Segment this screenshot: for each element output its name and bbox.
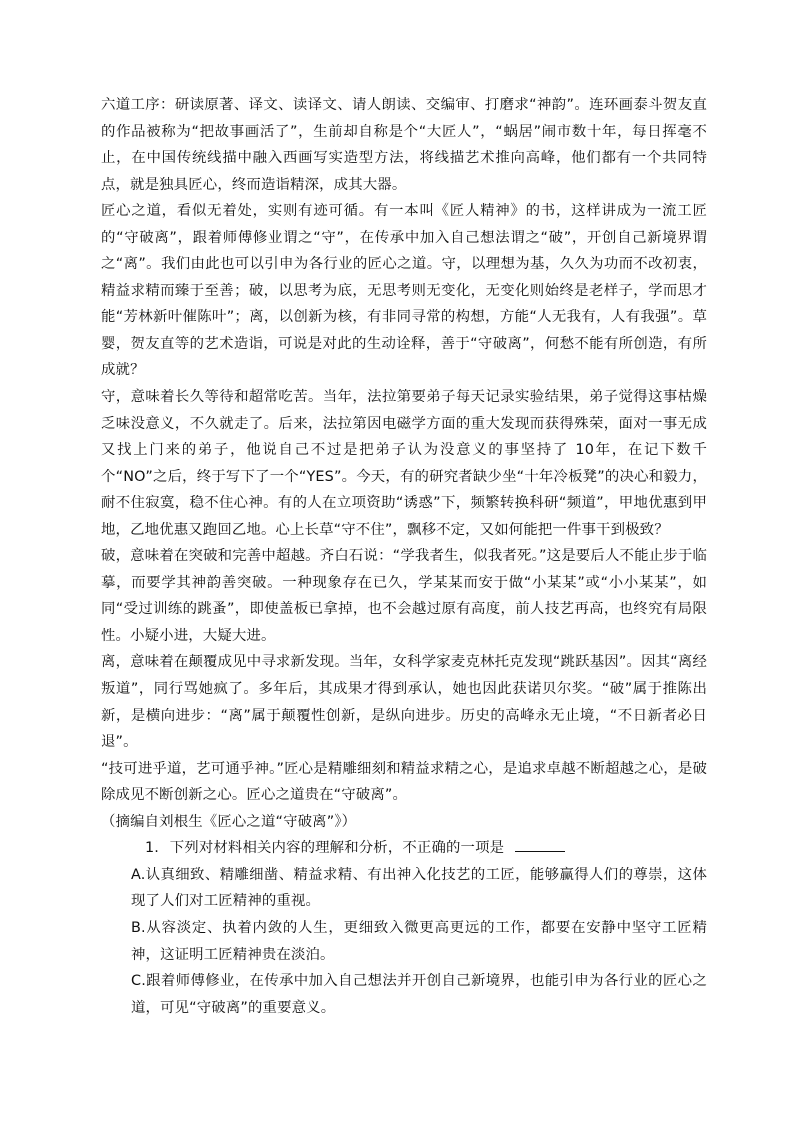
option-c: C.跟着师傅修业，在传承中加入自己想法并开创自己新境界，也能引申为各行业的匠心之道，可见“守破离”的重要意义。 [131, 973, 707, 1016]
paragraph-3: 守，意味着长久等待和超常吃苦。当年，法拉第要弟子每天记录实验结果，弟子觉得这事枯燥乏味没意义，不久就走了。后来，法拉第因电磁学方面的重大发现而获得殊荣，面对一事无成又找上门来的弟子，他说自己不过是把弟子认为没意义的事坚持了 10年，在记下数千个“NO”之后，终于写下了一个“YES”。今天，有的研究者缺少坐“十年冷板凳”的决心和毅力，耐不住寂寞，稳不住心神。有的人在立项资助“诱惑”下，频繁转换科研“频道”，甲地优惠到甲地，乙地优惠又跑回乙地。心上长草“守不住”，飘移不定，又如何能把一件事干到极致？ [101, 389, 707, 538]
option-a: A.认真细致、精雕细凿、精益求精、有出神入化技艺的工匠，能够赢得人们的尊崇，这体现了人们对工匠精神的重视。 [131, 866, 707, 910]
paragraph-5: 离，意味着在颠覆成见中寻求新发现。当年，女科学家麦克林托克发现“跳跃基因”。因其“离经叛道”，同行骂她疯了。多年后，其成果才得到承认，她也因此获诺贝尔奖。“破”属于推陈出新，是横向进步：“离”属于颠覆性创新，是纵向进步。历史的高峰永无止境，“不日新者必日退”。 [101, 654, 707, 751]
paragraph-1: 六道工序：研读原著、译文、读译文、请人朗读、交编审、打磨求“神韵”。连环画泰斗贺友直的作品被称为“把故事画活了”，生前却自称是个“大匠人”，“蜗居”闹市数十年，每日挥毫不止，在中国传统线描中融入西画写实造型方法，将线描艺术推向高峰，他们都有一个共同特点，就是独具匠心，终而造诣精深，成其大器。 [101, 97, 707, 193]
paragraph-4: 破，意味着在突破和完善中超越。齐白石说：“学我者生，似我者死。”这是要后人不能止步于临摹，而要学其神韵善突破。一种现象存在已久，学某某而安于做“小某某”或“小小某某”，如同“受过训练的跳蚤”，即使盖板已拿掉，也不会越过原有高度，前人技艺再高，也终究有局限性。小疑小进，大疑大进。 [101, 548, 707, 644]
paragraph-6: “技可进乎道，艺可通乎神。”匠心是精雕细刻和精益求精之心，是追求卓越不断超越之心，是破除成见不断创新之心。匠心之道贵在“守破离”。 [101, 760, 707, 804]
article-body [101, 92, 707, 1021]
source-citation: （摘编自刘根生《匠心之道“守破离”》） [101, 813, 357, 830]
option-b: B.从容淡定、执着内敛的人生，更细致入微更高更远的工作，都要在安静中坚守工匠精神，这证明工匠精神贵在淡泊。 [131, 919, 707, 963]
answer-blank [515, 837, 565, 852]
paragraph-2: 匠心之道，看似无着处，实则有迹可循。有一本叫《匠人精神》的书，这样讲成为一流工匠的“守破离”，跟着师傅修业谓之“守”，在传承中加入自己想法谓之“破”，开创自己新境界谓之“离”。我们由此也可以引申为各行业的匠心之道。守，以理想为基，久久为功而不改初衷，精益求精而臻于至善；破，以思考为底，无思考则无变化，无变化则始终是老样子，学而思才能“芳林新叶催陈叶”；离，以创新为核，有非同寻常的构想，方能“人无我有，人有我强”。草婴，贺友直等的艺术造诣，可说是对此的生动诠释，善于“守破离”，何愁不能有所创造，有所成就？ [101, 203, 707, 379]
question-stem: 下列对材料相关内容的理解和分析，不正确的一项是 [169, 840, 505, 857]
question-1 [101, 835, 707, 862]
question-number: 1. [145, 840, 160, 857]
